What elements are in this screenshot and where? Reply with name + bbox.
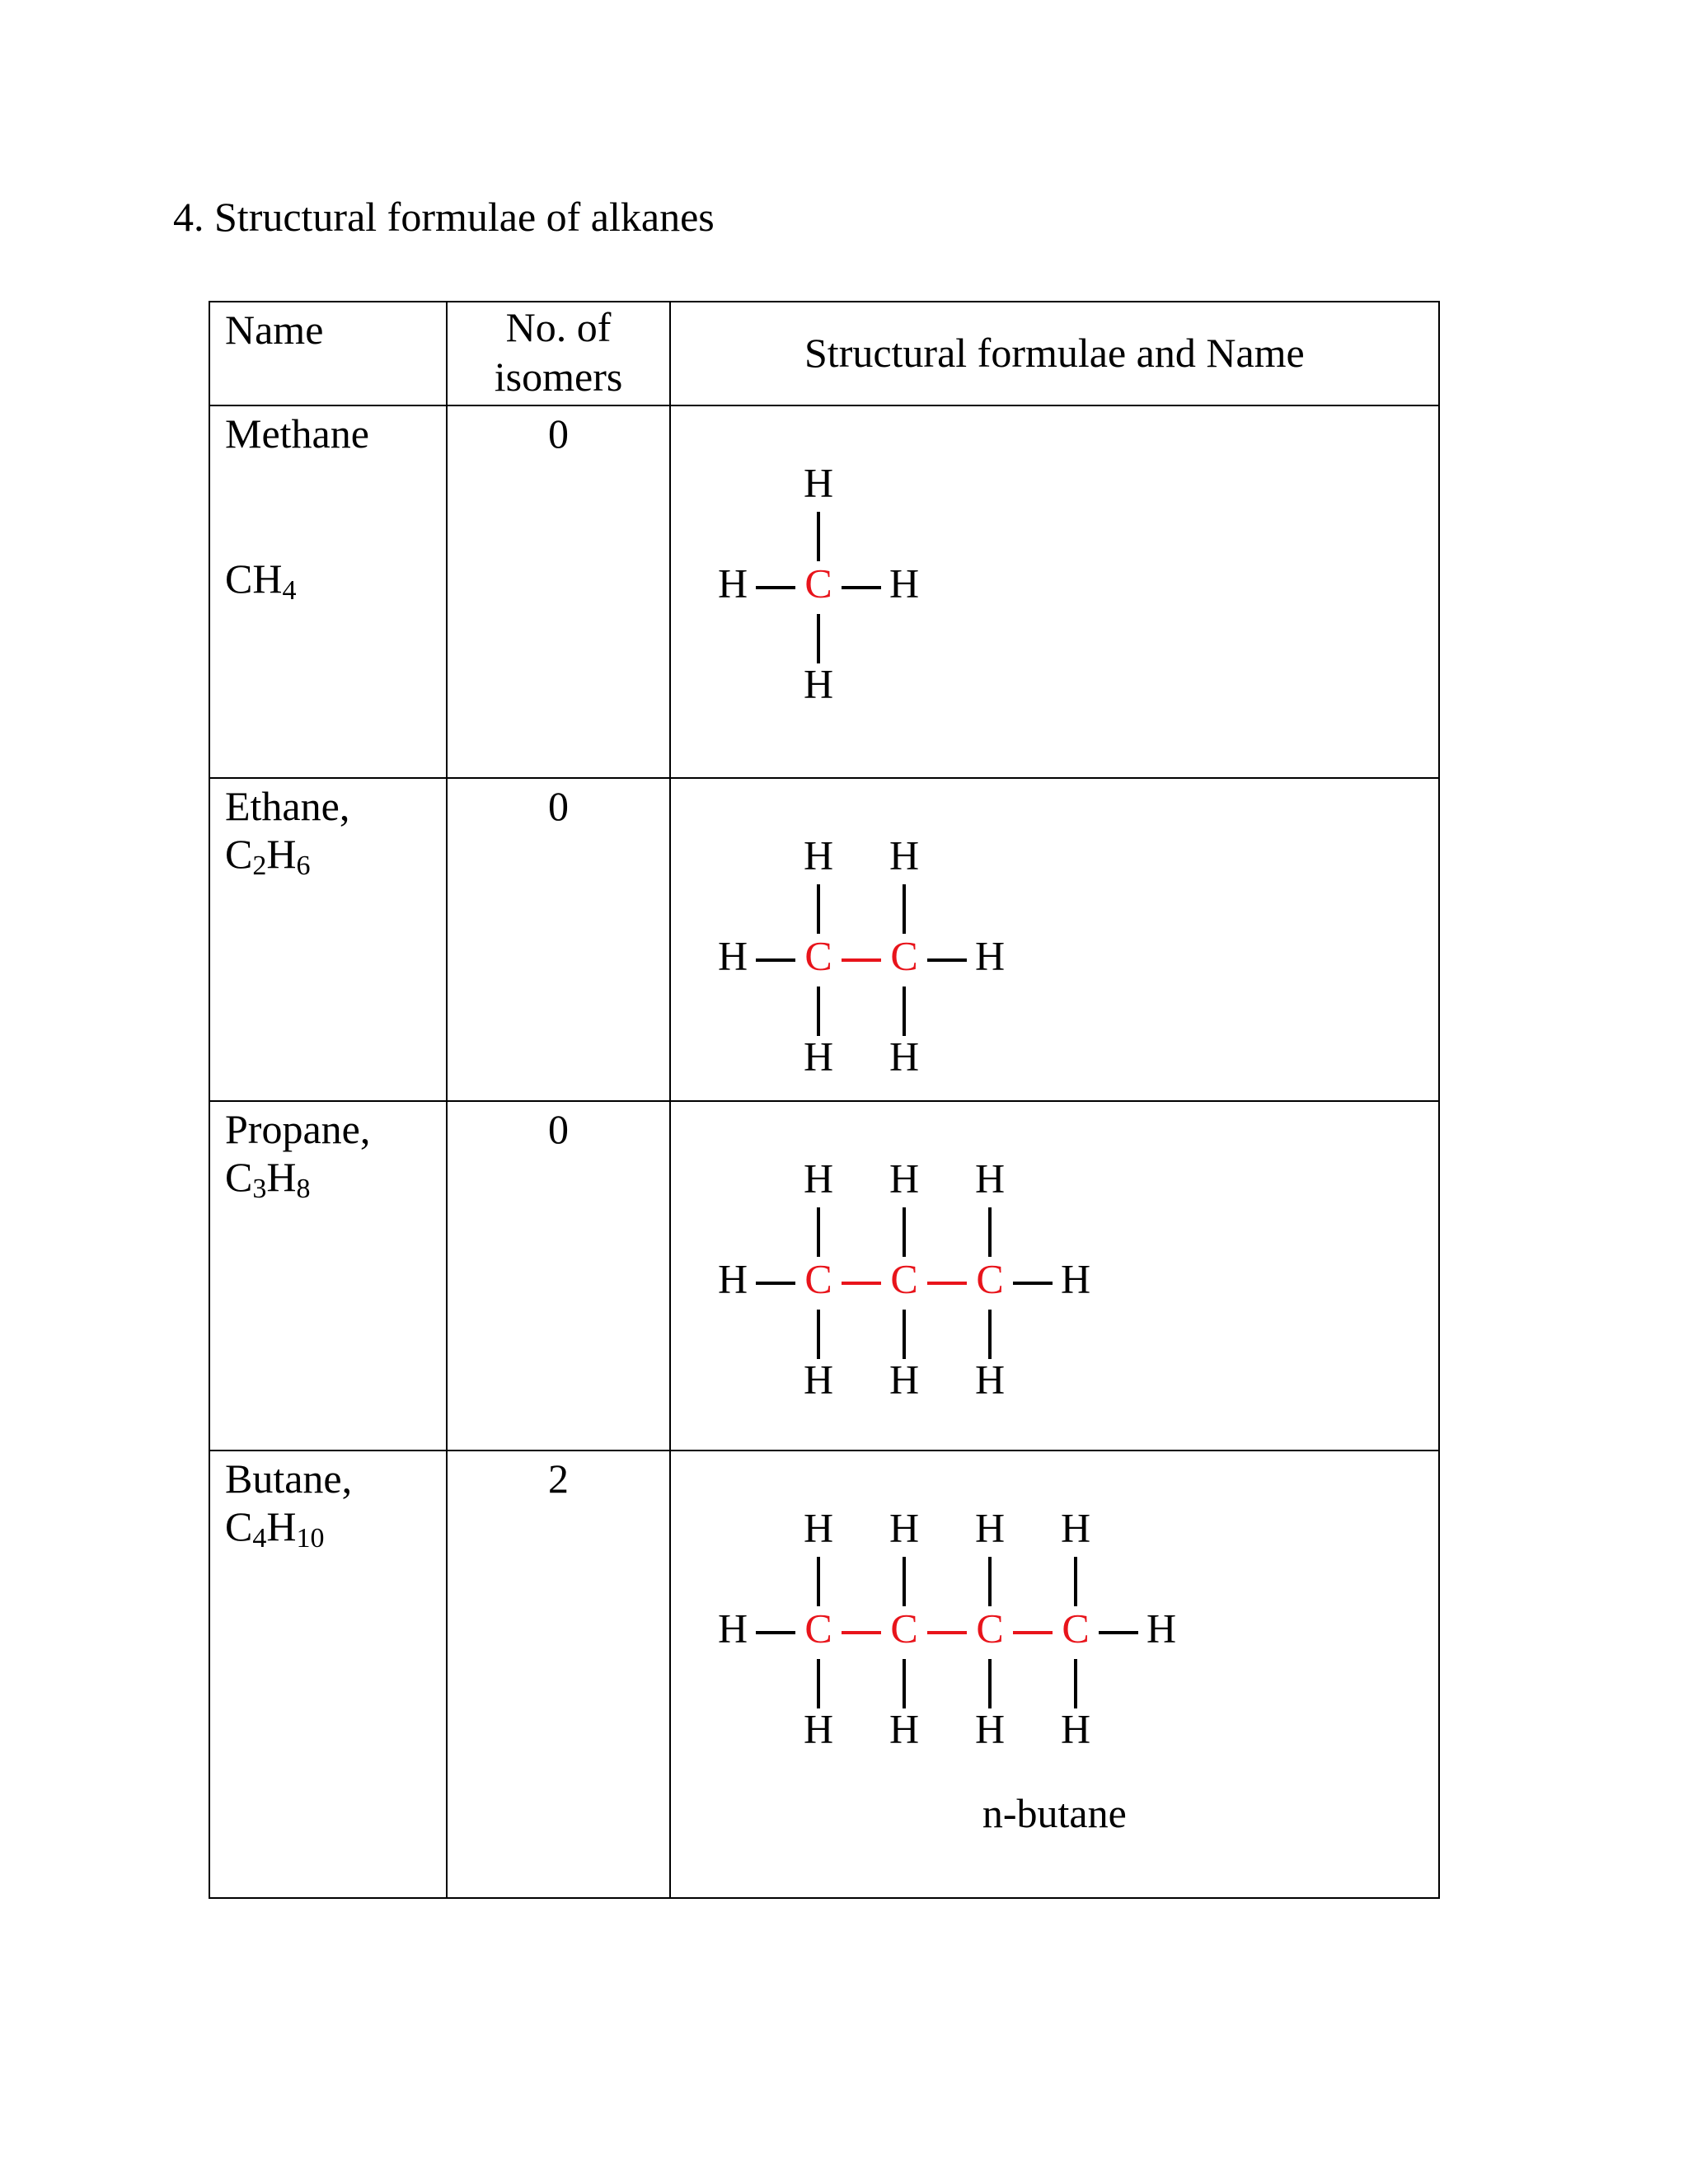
isomers-cell	[447, 1451, 669, 1898]
table-row-butane	[209, 1451, 1439, 1898]
hydrogen-atom: H	[803, 1705, 833, 1752]
alkanes-table	[209, 301, 1440, 1899]
hydrogen-atom: H	[974, 932, 1005, 979]
name-cell	[209, 1451, 447, 1898]
alkane-name: Ethane,	[225, 782, 350, 829]
molecular-formula: $C_4H_{10}$	[225, 1503, 325, 1554]
molecular-formula: $C_2H_6$	[225, 830, 311, 881]
header-structure-label: Structural formulae and Name	[804, 330, 1305, 376]
hydrogen-atom: H	[974, 1504, 1005, 1551]
structure-caption: n-butane	[982, 1790, 1127, 1837]
isomers-cell	[447, 778, 669, 1101]
isomer-count: 0	[548, 410, 570, 457]
hydrogen-atom: H	[974, 1155, 1005, 1202]
hydrogen-atom: H	[803, 1155, 833, 1202]
table-header-row	[209, 302, 1439, 405]
header-name-label: Name	[225, 307, 324, 353]
structural-formula-ethane	[671, 779, 1439, 1102]
name-cell	[209, 778, 447, 1101]
isomer-count: 2	[548, 1455, 570, 1502]
structure-cell	[670, 1101, 1439, 1451]
carbon-atom: C	[804, 932, 832, 979]
hydrogen-atom: H	[889, 1155, 919, 1202]
hydrogen-atom: H	[717, 932, 748, 979]
carbon-atom: C	[804, 560, 832, 607]
hydrogen-atom: H	[974, 1705, 1005, 1752]
isomers-cell	[447, 405, 669, 777]
structure-cell	[670, 778, 1439, 1101]
hydrogen-atom: H	[803, 832, 833, 879]
hydrogen-atom: H	[889, 1033, 919, 1080]
hydrogen-atom: H	[889, 560, 919, 607]
hydrogen-atom: H	[803, 459, 833, 506]
name-cell	[209, 1101, 447, 1451]
header-isomers	[447, 302, 669, 405]
hydrogen-atom: H	[1060, 1504, 1090, 1551]
header-name	[209, 302, 447, 405]
hydrogen-atom: H	[1060, 1255, 1090, 1302]
isomer-count: 0	[548, 1105, 570, 1152]
carbon-atom: C	[976, 1605, 1004, 1652]
isomer-count: 0	[548, 782, 570, 829]
carbon-atom: C	[890, 1255, 918, 1302]
carbon-atom: C	[804, 1605, 832, 1652]
hydrogen-atom: H	[717, 1255, 748, 1302]
structural-formula-propane	[671, 1102, 1439, 1451]
alkane-name: Propane,	[225, 1105, 371, 1152]
alkane-name: Methane	[225, 410, 369, 457]
isomers-cell	[447, 1101, 669, 1451]
carbon-atom: C	[804, 1255, 832, 1302]
hydrogen-atom: H	[1060, 1705, 1090, 1752]
header-structure	[670, 302, 1439, 405]
header-isomers-line1: No. of	[505, 304, 612, 350]
molecular-formula: $C_3H_8$	[225, 1153, 311, 1204]
header-isomers-line2: isomers	[494, 354, 623, 400]
hydrogen-atom: H	[974, 1356, 1005, 1403]
table-row-methane	[209, 405, 1439, 777]
hydrogen-atom: H	[803, 660, 833, 707]
hydrogen-atom: H	[717, 560, 748, 607]
molecular-formula: $CH_4$	[225, 555, 297, 607]
carbon-atom: C	[890, 932, 918, 979]
hydrogen-atom: H	[803, 1356, 833, 1403]
name-cell	[209, 405, 447, 777]
section-heading: 4. Structural formulae of alkanes	[173, 194, 715, 240]
structural-formula-methane	[671, 406, 1439, 778]
hydrogen-atom: H	[889, 1705, 919, 1752]
hydrogen-atom: H	[1146, 1605, 1176, 1652]
hydrogen-atom: H	[717, 1605, 748, 1652]
hydrogen-atom: H	[889, 1504, 919, 1551]
carbon-atom: C	[1062, 1605, 1090, 1652]
hydrogen-atom: H	[889, 832, 919, 879]
alkane-name: Butane,	[225, 1455, 353, 1502]
table-row-propane	[209, 1101, 1439, 1451]
carbon-atom: C	[890, 1605, 918, 1652]
table-row-ethane	[209, 778, 1439, 1101]
hydrogen-atom: H	[803, 1504, 833, 1551]
hydrogen-atom: H	[889, 1356, 919, 1403]
hydrogen-atom: H	[803, 1033, 833, 1080]
structure-cell	[670, 405, 1439, 777]
structure-cell	[670, 1451, 1439, 1898]
carbon-atom: C	[976, 1255, 1004, 1302]
